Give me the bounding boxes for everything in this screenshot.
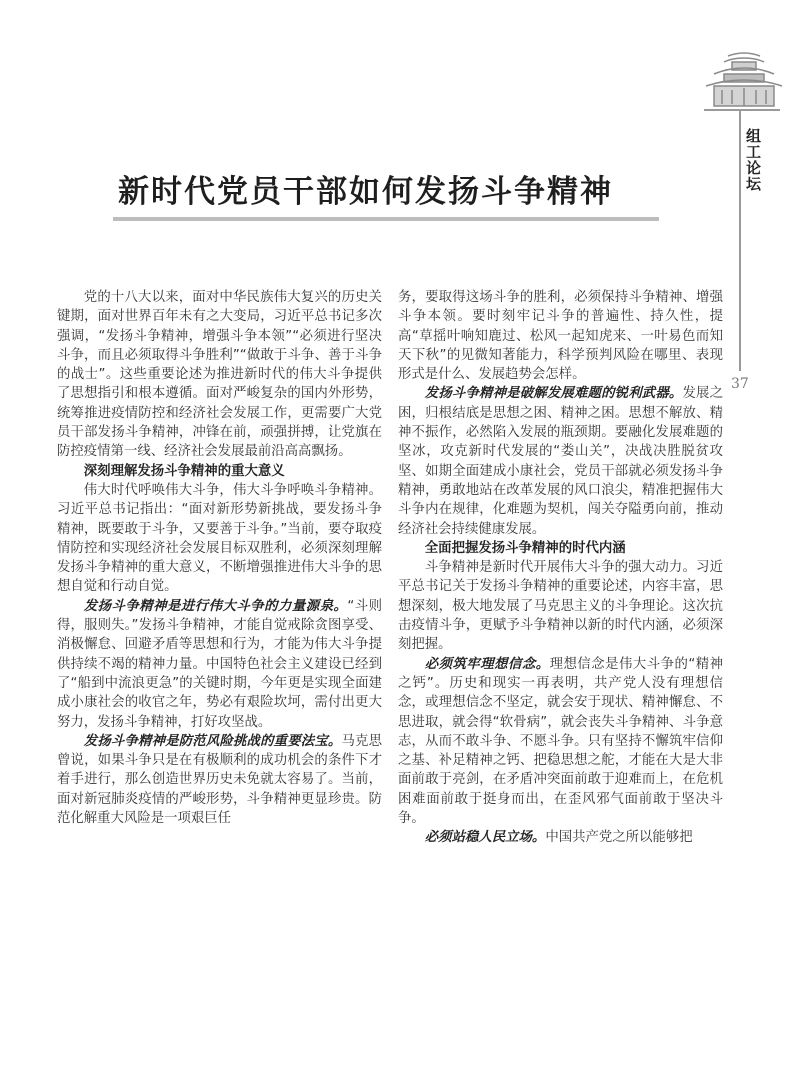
paragraph-lead: 发扬斗争精神是进行伟大斗争的力量源泉。 (83, 597, 348, 614)
margin-rule (739, 110, 741, 371)
body-paragraph (398, 828, 723, 847)
body-paragraph: 斗争精神是新时代开展伟大斗争的强大动力。习近平总书记关于发扬斗争精神的重要论述，内容丰富，思想深刻，极大地发展了马克思主义的斗争理论。这次抗击疫情斗争，更赋予斗争精神以新的时代内涵，必须深刻把握。 (398, 560, 723, 653)
title-underline (113, 217, 659, 221)
intro-paragraph: 党的十八大以来，面对中华民族伟大复兴的历史关键期，面对世界百年未有之大变局，习近平总书记多次强调，“发扬斗争精神，增强斗争本领”“必须进行坚决斗争，而且必须取得斗争胜利”“做敢于斗争、善于斗争的战士”。这些重要论述为推进新时代的伟大斗争提供了思想指引和根本遵循。面对严峻复杂的国内外形势，统筹推进疫情防控和经济社会发展工作，更需要广大党员干部发扬斗争精神，冲锋在前，顽强拼搏，让党旗在防控疫情第一线、经济社会发展最前沿高高飘扬。 (57, 290, 382, 460)
section-heading: 深刻理解发扬斗争精神的重大意义 (83, 463, 285, 479)
section-heading: 全面把握发扬斗争精神的时代内涵 (424, 540, 626, 556)
paragraph-lead: 发扬斗争精神是破解发展难题的锐利武器。 (424, 385, 683, 402)
body-paragraph (57, 597, 382, 732)
paragraph-body: “斗则得，服则失。”发扬斗争精神，才能自觉戒除贪图享受、消极懈怠、回避矛盾等思想和行为，才能为伟大斗争提供持续不竭的精神力量。中国特色社会主义建设已经到了“船到中流浪更急”的关键时期，今年更是实现全面建成小康社会的收官之年，势必有艰险坎坷，需付出更大努力，发扬斗争精神，打好攻坚战。 (57, 598, 383, 730)
section-label: 组工论坛 (744, 128, 762, 192)
pavilion-icon (702, 48, 786, 110)
body-paragraph: 务，要取得这场斗争的胜利，必须保持斗争精神、增强斗争本领。要时刻牢记斗争的普遍性、持久性，提高“草摇叶响知鹿过、松风一起知虎来、一叶易色而知天下秋”的见微知著能力，科学预判风险在哪里、表现形式是什么、发展趋势会怎样。 (398, 290, 723, 383)
paragraph-body: 马克思曾说，如果斗争只是在有极顺利的成功机会的条件下才着手进行，那么创造世界历史未免就太容易了。当前，面对新冠肺炎疫情的严峻形势，斗争精神更显珍贵。防范化解重大风险是一项艰巨任 (57, 733, 382, 827)
body-paragraph (57, 732, 382, 828)
page-number: 37 (731, 376, 749, 392)
article-column-left (57, 288, 382, 828)
paragraph-lead: 发扬斗争精神是防范风险挑战的重要法宝。 (83, 732, 342, 749)
paragraph-lead: 必须筑牢理想信念。 (424, 655, 550, 672)
body-paragraph: 伟大时代呼唤伟大斗争，伟大斗争呼唤斗争精神。习近平总书记指出：“面对新形势新挑战，要发扬斗争精神，既要敢于斗争，又要善于斗争。”当前，要夺取疫情防控和实现经济社会发展目标双胜利，必须深刻理解发扬斗争精神的重大意义，不断增强推进伟大斗争的思想自觉和行动自觉。 (57, 482, 382, 595)
paragraph-lead: 必须站稳人民立场。 (424, 829, 546, 846)
paragraph-body: 发展之困，归根结底是思想之困、精神之困。思想不解放、精神不振作，必然陷入发展的瓶颈期。要融化发展难题的坚冰，攻克新时代发展的“娄山关”，决战决胜脱贫攻坚、如期全面建成小康社会，党员干部就必须发扬斗争精神，勇敢地站在改革发展的风口浪尖，精准把握伟大斗争内在规律，化难题为契机，闯关夺隘勇向前，推动经济社会持续健康发展。 (398, 386, 723, 537)
paragraph-body: 理想信念是伟大斗争的“精神之钙”。历史和现实一再表明，共产党人没有理想信念，或理想信念不坚定，就会安于现状、精神懈怠、不思进取，就会得“软骨病”，就会丧失斗争精神、斗争意志，从而不敢斗争、不愿斗争。只有坚持不懈筑牢信仰之基、补足精神之钙、把稳思想之舵，才能在大是大非面前敢于亮剑，在矛盾冲突面前敢于迎难而上，在危机困难面前敢于挺身而出，在歪风邪气面前敢于坚决斗争。 (398, 656, 723, 827)
header-rule (704, 109, 780, 111)
article-title: 新时代党员干部如何发扬斗争精神 (118, 174, 613, 210)
paragraph-body: 中国共产党之所以能够把 (545, 830, 693, 846)
body-paragraph (398, 655, 723, 829)
article-column-right (398, 288, 723, 848)
body-paragraph (398, 384, 723, 538)
